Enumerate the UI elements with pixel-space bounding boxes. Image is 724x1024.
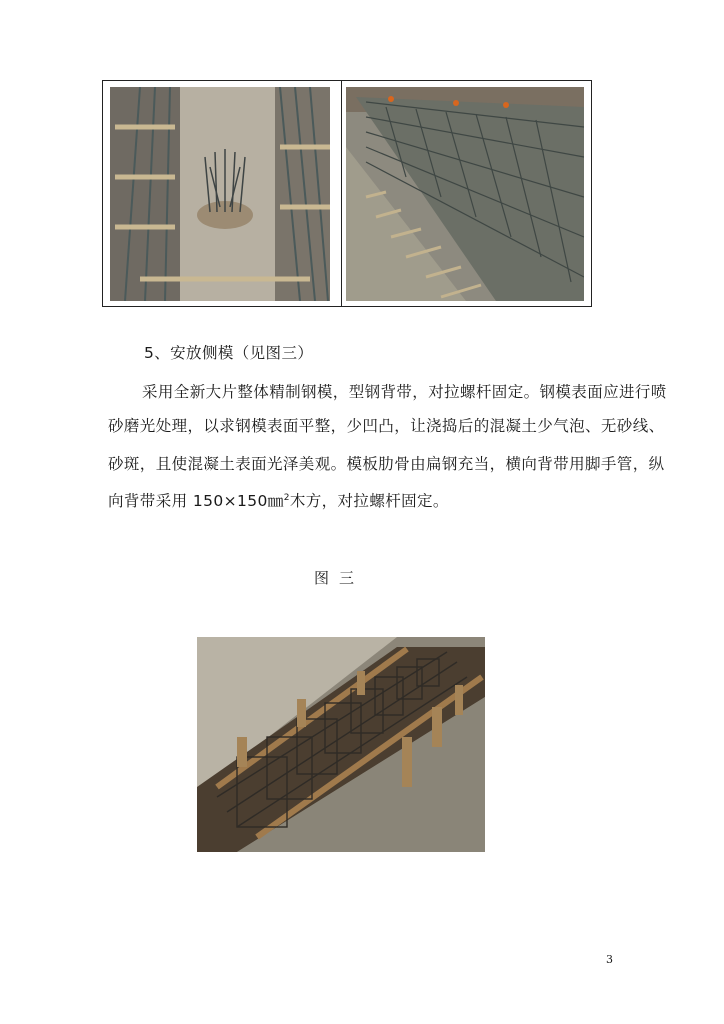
body-line-4-a: 向背带采用 150×150㎜ xyxy=(108,492,284,510)
superscript: 2 xyxy=(283,492,290,503)
photo-table xyxy=(102,80,592,307)
photo-rebar-cage xyxy=(346,87,584,301)
body-line-4 xyxy=(108,489,449,511)
body-line-1: 采用全新大片整体精制钢模，型钢背带，对拉螺杆固定。钢模表面应进行喷 xyxy=(142,383,667,401)
body-line-2: 砂磨光处理，以求钢模表面平整，少凹凸，让浇捣后的混凝土少气泡、无砂线、 xyxy=(108,417,665,435)
body-line-4-b: 木方，对拉螺杆固定。 xyxy=(289,492,449,510)
table-divider xyxy=(341,81,342,306)
photo-rebar-base xyxy=(110,87,330,301)
section-heading: 5、安放侧模（见图三） xyxy=(144,344,314,362)
figure-caption: 图三 xyxy=(314,569,365,587)
body-line-3: 砂斑，且使混凝土表面光泽美观。模板肋骨由扁钢充当，横向背带用脚手管，纵 xyxy=(108,455,665,473)
photo-formwork xyxy=(197,637,485,852)
page-number: 3 xyxy=(606,953,613,966)
